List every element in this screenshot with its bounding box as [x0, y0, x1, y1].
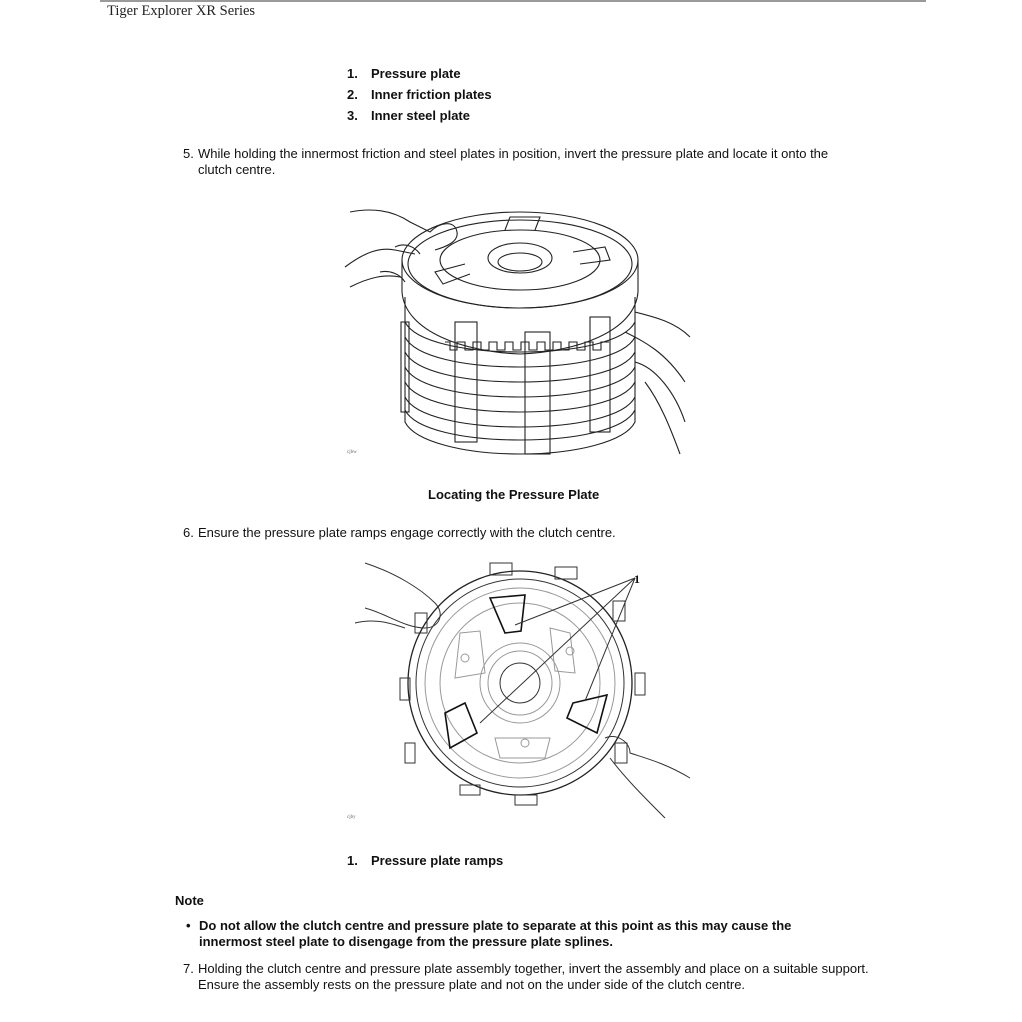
- header-title: Tiger Explorer XR Series: [107, 3, 256, 19]
- legend-label: Pressure plate ramps: [371, 853, 504, 868]
- legend-label: Pressure plate: [371, 66, 461, 81]
- legend-item: [347, 853, 503, 868]
- bullet-icon: •: [186, 918, 191, 933]
- header-rule: [100, 0, 926, 2]
- legend-item: [347, 87, 492, 102]
- legend-number: 2.: [347, 87, 358, 102]
- note-text: Do not allow the clutch centre and pressure plate to separate at this point as this may cause the innermost steel plate to disengage from the pressure plate splines.: [199, 918, 792, 949]
- figure-pressure-plate-ramps: [345, 553, 710, 821]
- step-number: 7.: [183, 961, 194, 976]
- legend-number: 1.: [347, 66, 358, 81]
- step-5: [183, 146, 863, 178]
- step-6: [183, 525, 863, 541]
- figure-code: cjbw: [347, 450, 357, 455]
- legend-label: Inner steel plate: [371, 108, 470, 123]
- step-text: Ensure the pressure plate ramps engage correctly with the clutch centre.: [198, 525, 616, 540]
- legend-number: 3.: [347, 108, 358, 123]
- callout-number: 1: [634, 572, 640, 586]
- legend-label: Inner friction plates: [371, 87, 492, 102]
- step-text: While holding the innermost friction and steel plates in position, invert the pressure plate and locate it onto the clutch centre.: [198, 146, 829, 177]
- legend-item: [347, 66, 461, 81]
- figure-code: cjby: [347, 815, 356, 820]
- step-number: 5.: [183, 146, 194, 161]
- note-title: Note: [175, 893, 204, 908]
- step-text: Holding the clutch centre and pressure plate assembly together, invert the assembly and place on a suitable support. Ensure the assembly rests on the pressure plate and not on the under side of the clutch centre.: [198, 961, 869, 992]
- legend-item: [347, 108, 470, 123]
- step-7: [183, 961, 873, 993]
- step-number: 6.: [183, 525, 194, 540]
- figure-caption: Locating the Pressure Plate: [428, 487, 600, 502]
- figure-locating-pressure-plate: [335, 192, 695, 460]
- legend-number: 1.: [347, 853, 358, 868]
- note-item: [186, 918, 846, 950]
